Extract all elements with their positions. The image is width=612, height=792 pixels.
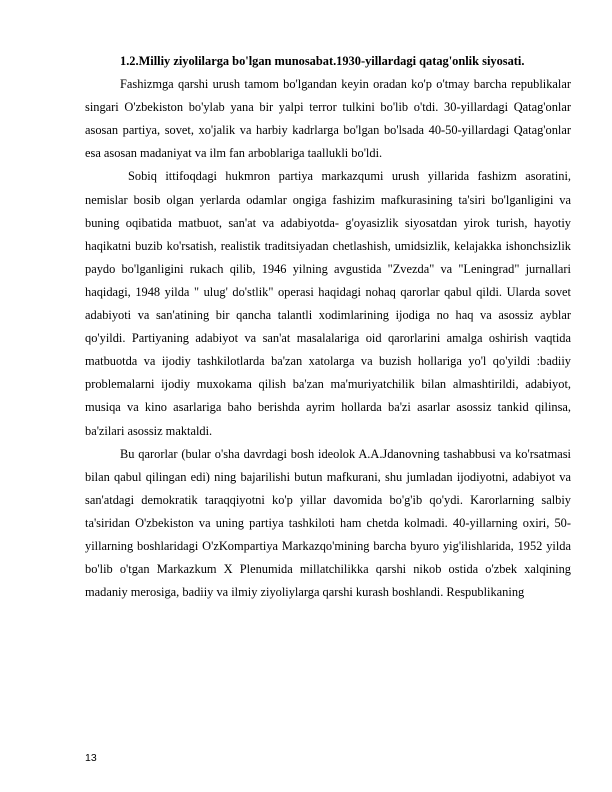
paragraph-2: Sobiq ittifoqdagi hukmron partiya markazqumi urush yillarida fashizm asoratini, nemislar bosib olgan yerlarda odamlar ongiga fashizim mafkurasining ta'siri bo'lganligini va buning oqibatida matbuot, san'at va adabiyotda- g'oyasizlik siyosatdan yirok turish, hayotiy haqikatni buzib ko'rsatish, realistik traditsiyadan chetlashish, umidsizlik, kelajakka ishonchsizlik paydo bo'lganligini rukach qilib, 1946 yilning avgustida "Zvezda" va "Leningrad" jurnallari haqidagi, 1948 yilda " ulug' do'stlik" operasi haqidagi nohaq qarorlar qabul qildi. Ularda sovet adabiyoti va san'atining bir qancha talantli xodimlarining ijodiga no haq va asossiz ayblar qo'yildi. Partiyaning adabiyot va san'at masalalariga oid qarorlarini amalga oshirish vaqtida matbuotda va ijodiy tashkilotlarda ba'zan xatolarga va buzish hollariga yo'l qo'yildi :badiiy problemalarni ijodiy muxokama qilish ba'zan ma'muriyatchilik bilan almashtirildi, adabiyot, musiqa va kino asarlariga baho berishda ayrim hollarda ba'zi asarlar asossiz tankid qilinsa, ba'zilari asossiz maktaldi. (85, 169, 571, 438)
document-page (85, 50, 571, 604)
paragraph-3: Bu qarorlar (bular o'sha davrdagi bosh ideolok A.A.Jdanovning tashabbusi va ko'rsatmasi bilan qabul qilingan edi) ning bajarilishi butun mafkurani, shu jumladan ijodiyotni, adabiyot va san'atdagi demokratik taraqqiyotni ko'p yillar davomida bo'g'ib qo'ydi. Karorlarning salbiy ta'siridan O'zbekiston va uning partiya tashkiloti ham chetda kolmadi. 40-yillarning oxiri, 50-yillarning boshlaridagi O'zKompartiya Markazqo'mining barcha byuro yig'ilishlarida, 1952 yilda bo'lib o'tgan Markazkum X Plenumida millatchilikka qarshi nikob ostida o'zbek xalqining madaniy merosiga, badiiy va ilmiy ziyoliylarga qarshi kurash boshlandi. Respublikaning (85, 446, 571, 600)
section-heading: 1.2.Milliy ziyolilarga bo'lgan munosabat.1930-yillardagi qatag'onlik siyosati. (120, 54, 525, 68)
page-number: 13 (85, 752, 97, 764)
paragraph-1: Fashizmga qarshi urush tamom bo'lgandan keyin oradan ko'p o'tmay barcha republikalar singari O'zbekiston bo'ylab yana bir yalpi terror tulkini bo'lib o'tdi. 30-yillardagi Qatag'onlar asosan partiya, sovet, xo'jalik va harbiy kadrlarga bo'lgan bo'lsada 40-50-yillardagi Qatag'onlar esa asosan madaniyat va ilm fan arboblariga taallukli bo'ldi. (85, 77, 571, 161)
